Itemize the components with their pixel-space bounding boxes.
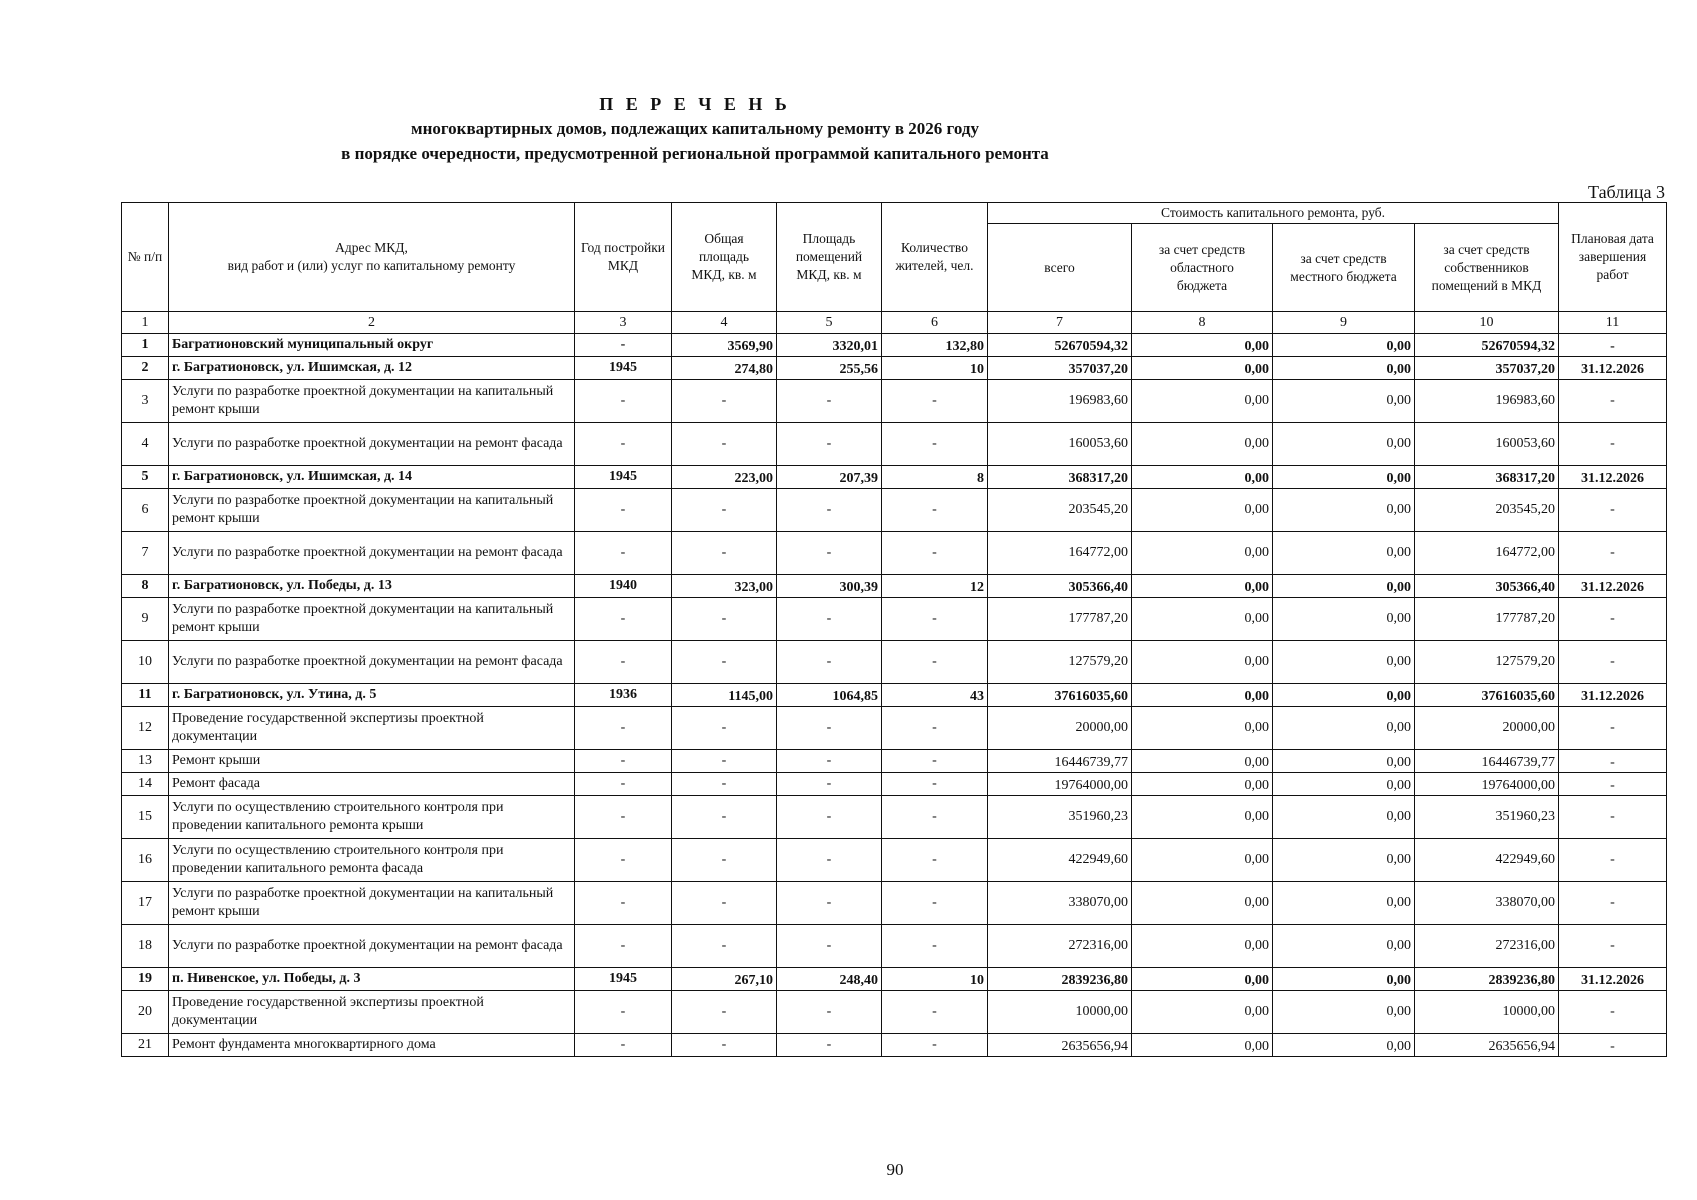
row-planned-date: -: [1559, 796, 1667, 839]
document-title: П Е Р Е Ч Е Н Ь: [599, 94, 791, 114]
row-total-area: 3569,90: [672, 334, 777, 357]
row-address: Услуги по осуществлению строительного контроля при проведении капитального ремонта крыши: [169, 796, 575, 839]
row-planned-date: 31.12.2026: [1559, 357, 1667, 380]
table-row: [122, 641, 1667, 684]
row-year: -: [575, 1034, 672, 1057]
row-cost-owners: 305366,40: [1415, 575, 1559, 598]
row-year: -: [575, 925, 672, 968]
table-row: [122, 707, 1667, 750]
row-cost-total: 422949,60: [988, 839, 1132, 882]
row-cost-owners: 422949,60: [1415, 839, 1559, 882]
row-year: -: [575, 334, 672, 357]
header-premises-area: Площадь помещений МКД, кв. м: [777, 203, 882, 312]
row-cost-local: 0,00: [1273, 750, 1415, 773]
table-row: [122, 882, 1667, 925]
row-premises-area: -: [777, 796, 882, 839]
row-cost-owners: 2839236,80: [1415, 968, 1559, 991]
row-cost-regional: 0,00: [1132, 489, 1273, 532]
row-planned-date: -: [1559, 991, 1667, 1034]
row-premises-area: -: [777, 991, 882, 1034]
row-residents: 43: [882, 684, 988, 707]
row-cost-owners: 272316,00: [1415, 925, 1559, 968]
row-address: г. Багратионовск, ул. Победы, д. 13: [169, 575, 575, 598]
row-premises-area: 255,56: [777, 357, 882, 380]
table-row: [122, 380, 1667, 423]
repair-list-table: [121, 202, 1667, 1057]
row-residents: -: [882, 641, 988, 684]
row-cost-local: 0,00: [1273, 575, 1415, 598]
row-residents: -: [882, 882, 988, 925]
row-address: Услуги по разработке проектной документации на ремонт фасада: [169, 925, 575, 968]
document-subtitle-line1: многоквартирных домов, подлежащих капитальному ремонту в 2026 году: [411, 119, 979, 138]
row-residents: -: [882, 532, 988, 575]
row-residents: 12: [882, 575, 988, 598]
row-cost-local: 0,00: [1273, 1034, 1415, 1057]
row-cost-total: 196983,60: [988, 380, 1132, 423]
row-cost-total: 16446739,77: [988, 750, 1132, 773]
row-cost-local: 0,00: [1273, 489, 1415, 532]
table-row: [122, 925, 1667, 968]
row-cost-total: 10000,00: [988, 991, 1132, 1034]
row-cost-regional: 0,00: [1132, 357, 1273, 380]
header-cost-owners: за счет средств собственников помещений в МКД: [1415, 224, 1559, 312]
row-total-area: -: [672, 991, 777, 1034]
row-cost-local: 0,00: [1273, 968, 1415, 991]
row-address: Ремонт фундамента многоквартирного дома: [169, 1034, 575, 1057]
table-row: [122, 684, 1667, 707]
row-cost-regional: 0,00: [1132, 334, 1273, 357]
row-number: 20: [122, 991, 169, 1034]
row-cost-owners: 10000,00: [1415, 991, 1559, 1034]
row-number: 3: [122, 380, 169, 423]
column-number: 10: [1415, 312, 1559, 334]
row-cost-total: 351960,23: [988, 796, 1132, 839]
table-label: Таблица 3: [1588, 182, 1665, 202]
row-cost-regional: 0,00: [1132, 532, 1273, 575]
row-cost-regional: 0,00: [1132, 641, 1273, 684]
row-total-area: -: [672, 532, 777, 575]
row-total-area: -: [672, 423, 777, 466]
row-address: Услуги по осуществлению строительного контроля при проведении капитального ремонта фасада: [169, 839, 575, 882]
row-number: 1: [122, 334, 169, 357]
row-residents: -: [882, 489, 988, 532]
row-number: 18: [122, 925, 169, 968]
row-cost-regional: 0,00: [1132, 796, 1273, 839]
row-planned-date: 31.12.2026: [1559, 684, 1667, 707]
header-cost-group: Стоимость капитального ремонта, руб.: [988, 203, 1559, 224]
row-address: Услуги по разработке проектной документации на ремонт фасада: [169, 532, 575, 575]
row-cost-local: 0,00: [1273, 423, 1415, 466]
row-cost-owners: 52670594,32: [1415, 334, 1559, 357]
row-number: 12: [122, 707, 169, 750]
row-cost-local: 0,00: [1273, 882, 1415, 925]
column-number: 2: [169, 312, 575, 334]
row-address: Услуги по разработке проектной документации на капитальный ремонт крыши: [169, 489, 575, 532]
row-premises-area: -: [777, 839, 882, 882]
row-residents: -: [882, 750, 988, 773]
row-cost-owners: 2635656,94: [1415, 1034, 1559, 1057]
row-premises-area: 1064,85: [777, 684, 882, 707]
table-row: [122, 575, 1667, 598]
row-premises-area: -: [777, 641, 882, 684]
row-year: -: [575, 882, 672, 925]
row-cost-local: 0,00: [1273, 773, 1415, 796]
row-cost-regional: 0,00: [1132, 466, 1273, 489]
row-residents: -: [882, 1034, 988, 1057]
header-cost-local: за счет средств местного бюджета: [1273, 224, 1415, 312]
row-number: 5: [122, 466, 169, 489]
row-total-area: 274,80: [672, 357, 777, 380]
row-cost-regional: 0,00: [1132, 1034, 1273, 1057]
column-number: 3: [575, 312, 672, 334]
table-row: [122, 796, 1667, 839]
row-cost-owners: 368317,20: [1415, 466, 1559, 489]
row-cost-total: 368317,20: [988, 466, 1132, 489]
header-year: Год постройки МКД: [575, 203, 672, 312]
row-residents: -: [882, 598, 988, 641]
row-number: 4: [122, 423, 169, 466]
row-planned-date: -: [1559, 489, 1667, 532]
row-planned-date: 31.12.2026: [1559, 575, 1667, 598]
row-residents: -: [882, 423, 988, 466]
column-number: 6: [882, 312, 988, 334]
row-cost-total: 2839236,80: [988, 968, 1132, 991]
row-cost-owners: 160053,60: [1415, 423, 1559, 466]
row-cost-owners: 16446739,77: [1415, 750, 1559, 773]
row-planned-date: -: [1559, 334, 1667, 357]
row-total-area: 1145,00: [672, 684, 777, 707]
row-number: 2: [122, 357, 169, 380]
row-cost-local: 0,00: [1273, 380, 1415, 423]
row-address: Проведение государственной экспертизы проектной документации: [169, 707, 575, 750]
table-row: [122, 839, 1667, 882]
row-cost-owners: 127579,20: [1415, 641, 1559, 684]
row-total-area: -: [672, 489, 777, 532]
row-cost-owners: 177787,20: [1415, 598, 1559, 641]
row-planned-date: -: [1559, 882, 1667, 925]
row-premises-area: 207,39: [777, 466, 882, 489]
row-cost-regional: 0,00: [1132, 925, 1273, 968]
row-address: Услуги по разработке проектной документации на капитальный ремонт крыши: [169, 598, 575, 641]
header-cost-total: всего: [988, 224, 1132, 312]
row-year: 1945: [575, 466, 672, 489]
row-planned-date: -: [1559, 423, 1667, 466]
row-cost-total: 305366,40: [988, 575, 1132, 598]
row-number: 9: [122, 598, 169, 641]
page-number: 90: [886, 1160, 904, 1179]
row-residents: -: [882, 839, 988, 882]
row-premises-area: -: [777, 707, 882, 750]
header-planned-date: Плановая дата завершения работ: [1559, 203, 1667, 312]
row-total-area: -: [672, 839, 777, 882]
row-total-area: -: [672, 598, 777, 641]
column-number: 4: [672, 312, 777, 334]
row-cost-regional: 0,00: [1132, 423, 1273, 466]
row-cost-regional: 0,00: [1132, 684, 1273, 707]
row-residents: 8: [882, 466, 988, 489]
row-cost-regional: 0,00: [1132, 380, 1273, 423]
row-cost-owners: 164772,00: [1415, 532, 1559, 575]
row-cost-total: 2635656,94: [988, 1034, 1132, 1057]
row-cost-total: 20000,00: [988, 707, 1132, 750]
row-cost-total: 338070,00: [988, 882, 1132, 925]
row-total-area: -: [672, 773, 777, 796]
document-subtitle-line2: в порядке очередности, предусмотренной региональной программой капитального ремонта: [341, 144, 1049, 163]
row-cost-regional: 0,00: [1132, 598, 1273, 641]
row-cost-local: 0,00: [1273, 334, 1415, 357]
row-address: Багратионовский муниципальный округ: [169, 334, 575, 357]
row-residents: -: [882, 796, 988, 839]
row-address: г. Багратионовск, ул. Утина, д. 5: [169, 684, 575, 707]
row-year: -: [575, 380, 672, 423]
row-cost-regional: 0,00: [1132, 968, 1273, 991]
column-number: 7: [988, 312, 1132, 334]
header-residents: Количество жителей, чел.: [882, 203, 988, 312]
row-total-area: 223,00: [672, 466, 777, 489]
row-residents: -: [882, 991, 988, 1034]
row-premises-area: 248,40: [777, 968, 882, 991]
table-row: [122, 598, 1667, 641]
row-cost-total: 164772,00: [988, 532, 1132, 575]
row-cost-regional: 0,00: [1132, 839, 1273, 882]
row-number: 17: [122, 882, 169, 925]
row-cost-regional: 0,00: [1132, 991, 1273, 1034]
row-cost-total: 127579,20: [988, 641, 1132, 684]
row-cost-local: 0,00: [1273, 598, 1415, 641]
row-premises-area: 300,39: [777, 575, 882, 598]
row-cost-owners: 20000,00: [1415, 707, 1559, 750]
row-cost-local: 0,00: [1273, 641, 1415, 684]
column-number: 5: [777, 312, 882, 334]
row-cost-local: 0,00: [1273, 796, 1415, 839]
row-cost-total: 357037,20: [988, 357, 1132, 380]
row-total-area: -: [672, 641, 777, 684]
column-number: 8: [1132, 312, 1273, 334]
row-address: п. Нивенское, ул. Победы, д. 3: [169, 968, 575, 991]
row-number: 16: [122, 839, 169, 882]
row-premises-area: -: [777, 925, 882, 968]
row-total-area: -: [672, 925, 777, 968]
row-planned-date: -: [1559, 641, 1667, 684]
row-year: 1936: [575, 684, 672, 707]
row-number: 8: [122, 575, 169, 598]
row-year: -: [575, 773, 672, 796]
table-body: [122, 334, 1667, 1057]
document-heading: [0, 92, 1390, 166]
table-row: [122, 968, 1667, 991]
row-year: -: [575, 641, 672, 684]
table-row: [122, 1034, 1667, 1057]
row-residents: -: [882, 925, 988, 968]
row-year: 1940: [575, 575, 672, 598]
row-cost-total: 203545,20: [988, 489, 1132, 532]
table-row: [122, 466, 1667, 489]
table-row: [122, 991, 1667, 1034]
row-planned-date: 31.12.2026: [1559, 466, 1667, 489]
column-number: 11: [1559, 312, 1667, 334]
row-year: -: [575, 707, 672, 750]
row-year: -: [575, 991, 672, 1034]
column-number: 1: [122, 312, 169, 334]
row-premises-area: -: [777, 532, 882, 575]
table-row: [122, 489, 1667, 532]
row-total-area: -: [672, 882, 777, 925]
row-total-area: -: [672, 750, 777, 773]
row-year: -: [575, 750, 672, 773]
row-cost-owners: 338070,00: [1415, 882, 1559, 925]
row-number: 14: [122, 773, 169, 796]
row-cost-local: 0,00: [1273, 991, 1415, 1034]
table-row: [122, 773, 1667, 796]
row-residents: 132,80: [882, 334, 988, 357]
row-address: Услуги по разработке проектной документации на капитальный ремонт крыши: [169, 882, 575, 925]
row-number: 11: [122, 684, 169, 707]
row-cost-total: 37616035,60: [988, 684, 1132, 707]
row-year: -: [575, 796, 672, 839]
row-residents: -: [882, 707, 988, 750]
row-planned-date: -: [1559, 750, 1667, 773]
row-cost-local: 0,00: [1273, 707, 1415, 750]
row-cost-owners: 351960,23: [1415, 796, 1559, 839]
table-row: [122, 750, 1667, 773]
row-address: Услуги по разработке проектной документации на капитальный ремонт крыши: [169, 380, 575, 423]
header-num: [122, 203, 169, 312]
row-premises-area: 3320,01: [777, 334, 882, 357]
row-planned-date: 31.12.2026: [1559, 968, 1667, 991]
row-cost-owners: 203545,20: [1415, 489, 1559, 532]
row-number: 7: [122, 532, 169, 575]
header-num-text: № п/п: [127, 249, 163, 264]
row-cost-total: 272316,00: [988, 925, 1132, 968]
row-premises-area: -: [777, 882, 882, 925]
row-cost-local: 0,00: [1273, 466, 1415, 489]
row-premises-area: -: [777, 489, 882, 532]
row-cost-owners: 19764000,00: [1415, 773, 1559, 796]
row-total-area: 267,10: [672, 968, 777, 991]
table-row: [122, 532, 1667, 575]
row-planned-date: -: [1559, 925, 1667, 968]
row-cost-local: 0,00: [1273, 357, 1415, 380]
row-total-area: -: [672, 707, 777, 750]
row-cost-regional: 0,00: [1132, 750, 1273, 773]
row-address: г. Багратионовск, ул. Ишимская, д. 14: [169, 466, 575, 489]
row-year: 1945: [575, 357, 672, 380]
header-cost-regional: за счет средств областного бюджета: [1132, 224, 1273, 312]
table-row: [122, 423, 1667, 466]
row-premises-area: -: [777, 423, 882, 466]
row-planned-date: -: [1559, 839, 1667, 882]
row-cost-regional: 0,00: [1132, 707, 1273, 750]
row-total-area: -: [672, 1034, 777, 1057]
row-cost-local: 0,00: [1273, 839, 1415, 882]
header-total-area: Общая площадь МКД, кв. м: [672, 203, 777, 312]
row-total-area: -: [672, 796, 777, 839]
column-number: 9: [1273, 312, 1415, 334]
row-cost-regional: 0,00: [1132, 575, 1273, 598]
row-premises-area: -: [777, 773, 882, 796]
row-total-area: 323,00: [672, 575, 777, 598]
row-year: -: [575, 423, 672, 466]
row-planned-date: -: [1559, 707, 1667, 750]
column-number-row: [122, 312, 1667, 334]
row-address: Ремонт крыши: [169, 750, 575, 773]
table-row: [122, 357, 1667, 380]
row-cost-local: 0,00: [1273, 684, 1415, 707]
row-address: Услуги по разработке проектной документации на ремонт фасада: [169, 641, 575, 684]
row-year: -: [575, 839, 672, 882]
row-cost-owners: 37616035,60: [1415, 684, 1559, 707]
row-residents: 10: [882, 968, 988, 991]
header-address: Адрес МКД, вид работ и (или) услуг по капитальному ремонту: [169, 203, 575, 312]
row-number: 6: [122, 489, 169, 532]
row-address: Проведение государственной экспертизы проектной документации: [169, 991, 575, 1034]
row-cost-owners: 196983,60: [1415, 380, 1559, 423]
row-cost-owners: 357037,20: [1415, 357, 1559, 380]
row-premises-area: -: [777, 750, 882, 773]
row-year: -: [575, 598, 672, 641]
row-number: 13: [122, 750, 169, 773]
row-year: 1945: [575, 968, 672, 991]
row-planned-date: -: [1559, 380, 1667, 423]
row-year: -: [575, 489, 672, 532]
row-number: 19: [122, 968, 169, 991]
row-cost-total: 19764000,00: [988, 773, 1132, 796]
row-planned-date: -: [1559, 773, 1667, 796]
row-planned-date: -: [1559, 598, 1667, 641]
row-total-area: -: [672, 380, 777, 423]
row-premises-area: -: [777, 380, 882, 423]
row-premises-area: -: [777, 598, 882, 641]
row-number: 10: [122, 641, 169, 684]
row-residents: 10: [882, 357, 988, 380]
row-residents: -: [882, 773, 988, 796]
row-address: Услуги по разработке проектной документации на ремонт фасада: [169, 423, 575, 466]
row-address: г. Багратионовск, ул. Ишимская, д. 12: [169, 357, 575, 380]
row-number: 21: [122, 1034, 169, 1057]
row-cost-regional: 0,00: [1132, 773, 1273, 796]
row-cost-total: 160053,60: [988, 423, 1132, 466]
row-cost-local: 0,00: [1273, 532, 1415, 575]
row-premises-area: -: [777, 1034, 882, 1057]
row-cost-total: 177787,20: [988, 598, 1132, 641]
row-year: -: [575, 532, 672, 575]
row-residents: -: [882, 380, 988, 423]
table-row: [122, 334, 1667, 357]
row-cost-total: 52670594,32: [988, 334, 1132, 357]
row-number: 15: [122, 796, 169, 839]
row-cost-regional: 0,00: [1132, 882, 1273, 925]
row-address: Ремонт фасада: [169, 773, 575, 796]
row-cost-local: 0,00: [1273, 925, 1415, 968]
row-planned-date: -: [1559, 1034, 1667, 1057]
row-planned-date: -: [1559, 532, 1667, 575]
